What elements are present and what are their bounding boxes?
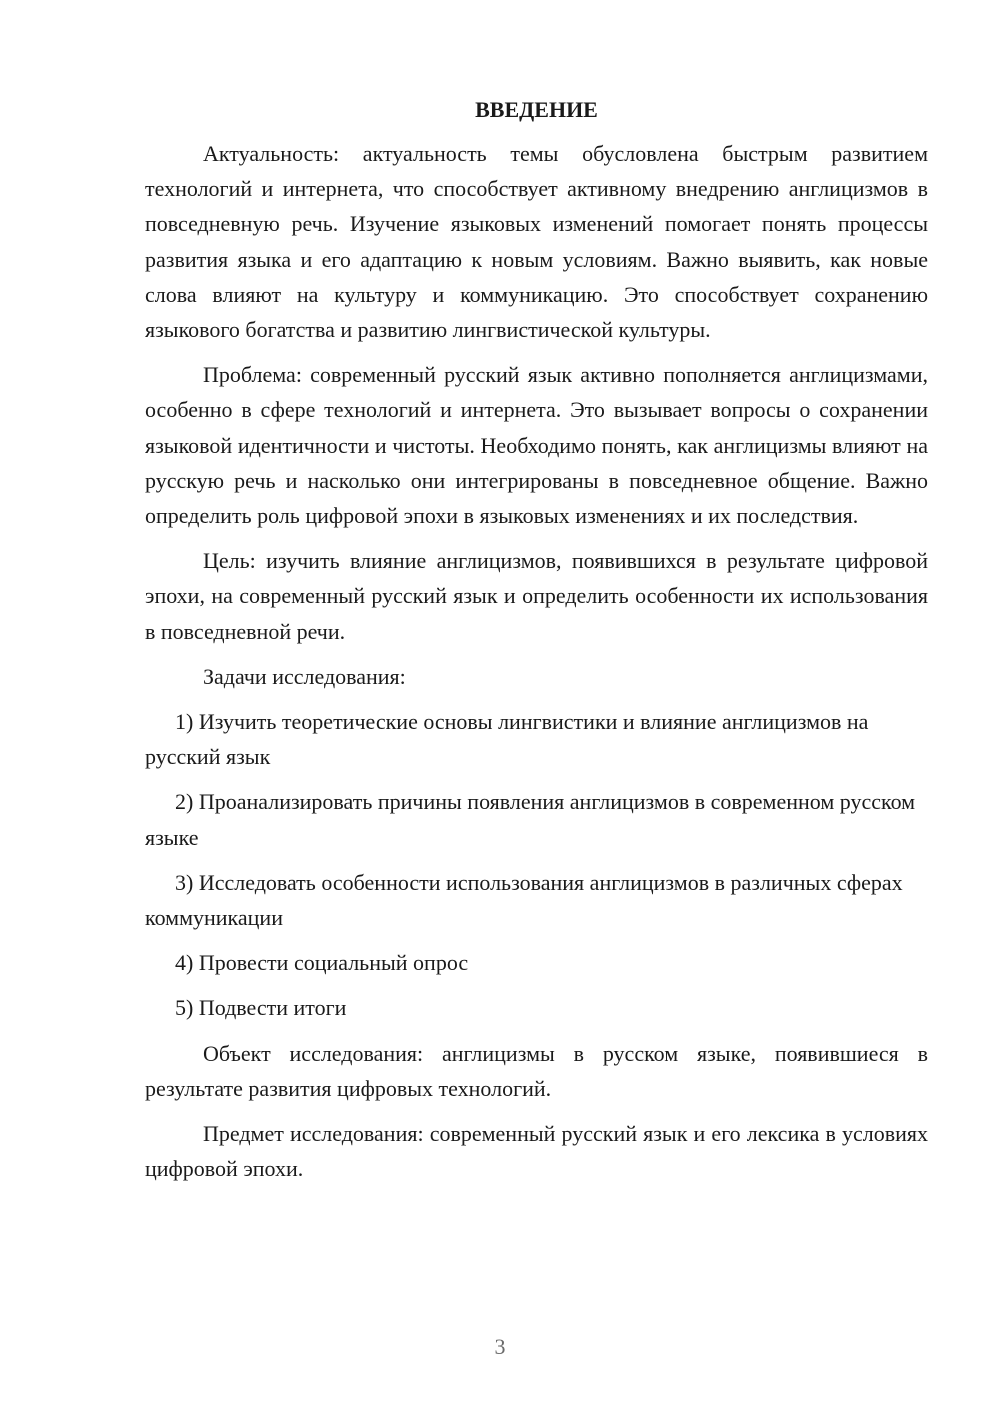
relevance-paragraph: Актуальность: актуальность темы обусловлена быстрым развитием технологий и интернета, что способствует активному внедрению англицизмов в повседневную речь. Изучение языковых изменений помогает понять процессы развития языка и его адаптацию к новым условиям. Важно выявить, как новые слова влияют на культуру и коммуникацию. Это способствует сохранению языкового богатства и развитию лингвистической культуры. [145,141,928,343]
document-page [145,92,928,1196]
goal-paragraph: Цель: изучить влияние англицизмов, появившихся в результате цифровой эпохи, на современный русский язык и определить особенности их использования в повседневной речи. [145,548,928,644]
tasks-list [145,704,928,1026]
problem-paragraph: Проблема: современный русский язык активно пополняется англицизмами, особенно в сфере технологий и интернета. Это вызывает вопросы о сохранении языковой идентичности и чистоты. Необходимо понять, как англицизмы влияют на русскую речь и насколько они интегрированы в повседневное общение. Важно определить роль цифровой эпохи в языковых изменениях и их последствия. [145,362,928,529]
task-item: 1) Изучить теоретические основы лингвистики и влияние англицизмов на русский язык [145,709,869,770]
object-paragraph: Объект исследования: англицизмы в русском языке, появившиеся в результате развития цифровых технологий. [145,1040,928,1101]
task-item: 4) Провести социальный опрос [175,950,469,976]
task-item: 3) Исследовать особенности использования англицизмов в различных сферах коммуникации [145,869,903,931]
task-item: 2) Проанализировать причины появления англицизмов в современном русском языке [145,789,916,850]
tasks-heading: Задачи исследования: [203,663,406,689]
subject-paragraph: Предмет исследования: современный русский язык и его лексика в условиях цифровой эпохи. [145,1121,928,1182]
page-number: 3 [494,1334,506,1359]
section-title: ВВЕДЕНИЕ [475,97,598,122]
task-item: 5) Подвести итоги [175,995,347,1021]
